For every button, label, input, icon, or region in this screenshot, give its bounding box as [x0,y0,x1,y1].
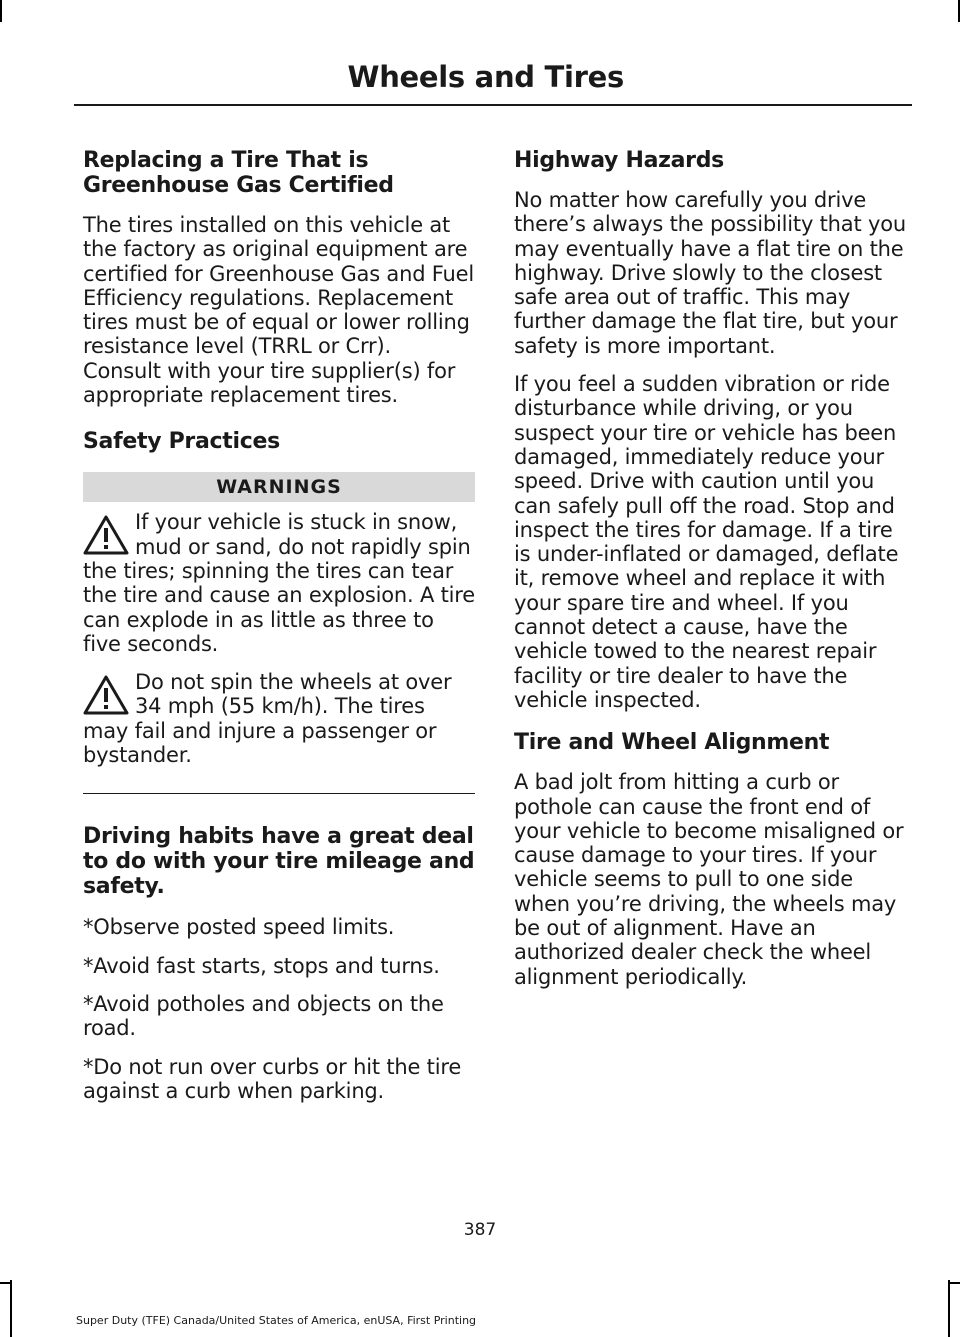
page-header-title: Wheels and Tires [347,60,624,94]
paragraph-highway-2: If you feel a sudden vibration or ride disturbance while driving, or you suspect your tire or vehicle has been damaged, immediately reduce your speed. Drive with caution until you can safely pull off the road. Stop and inspect the tires for damage. If a tire is under-inflated or damaged, deflate it, remove wheel and replace it with your spare tire and wheel. If you cannot detect a cause, have the vehicle towed to the nearest repair facility or tire dealer to have the vehicle inspected. [514,372,899,712]
heading-greenhouse: Replacing a Tire That is Greenhouse Gas Certified [83,148,394,198]
warning-block-2 [83,670,475,767]
heading-highway-hazards: Highway Hazards [514,148,724,173]
list-item: *Avoid fast starts, stops and turns. [83,953,440,978]
warnings-banner: WARNINGS [83,472,475,502]
warning-triangle-icon [83,514,129,556]
warning-block-1 [83,510,475,656]
heading-driving-habits: Driving habits have a great deal to do with your tire mileage and safety. [83,824,475,900]
heading-alignment: Tire and Wheel Alignment [514,730,830,756]
crop-mark-bottom-left-v [10,1280,12,1337]
right-column [514,148,908,1003]
crop-mark-bottom-right-v [948,1280,950,1337]
header-rule [74,104,912,106]
warning-text-1: If your vehicle is stuck in snow, mud or sand, do not rapidly spin the tires; spinning the tires can tear the tire and cause an explosion. A tire can explode in as little as three to five seconds. [83,510,475,656]
crop-mark-top-left [0,0,2,22]
paragraph-alignment: A bad jolt from hitting a curb or pothole can cause the front end of your vehicle to become misaligned or cause damage to your tires. If your vehicle seems to pull to one side when you’re driving, the wheels may be out of alignment. Have an authorized dealer check the wheel alignment periodically. [514,770,904,989]
list-item: *Do not run over curbs or hit the tire against a curb when parking. [83,1054,462,1103]
warning-triangle-icon [83,674,129,716]
page-number: 387 [463,1220,497,1240]
list-item: *Observe posted speed limits. [83,915,395,940]
paragraph-highway-1: No matter how carefully you drive there’s always the possibility that you may eventually have a flat tire on the highway. Drive slowly to the closest safe area out of traffic. This may further damage the flat tire, but your safety is more important. [514,188,906,358]
crop-mark-bottom-right-h [948,1282,960,1284]
paragraph-greenhouse: The tires installed on this vehicle at the factory as original equipment are certified for Greenhouse Gas and Fuel Efficiency regulations. Replacement tires must be of equal or lower rolling resistance level (TRRL or Crr). Consult with your tire supplier(s) for appropriate replacement tires. [83,213,475,408]
crop-mark-bottom-left-h [0,1282,12,1284]
left-column [83,148,475,1117]
list-item: *Avoid potholes and objects on the road. [83,991,444,1041]
footer-text: Super Duty (TFE) Canada/United States of America, enUSA, First Printing [76,1314,477,1327]
warning-text-2: Do not spin the wheels at over 34 mph (55 km/h). The tires may fail and injure a passenger or bystander. [83,670,452,768]
heading-safety-practices: Safety Practices [83,429,280,455]
section-divider [83,793,475,794]
